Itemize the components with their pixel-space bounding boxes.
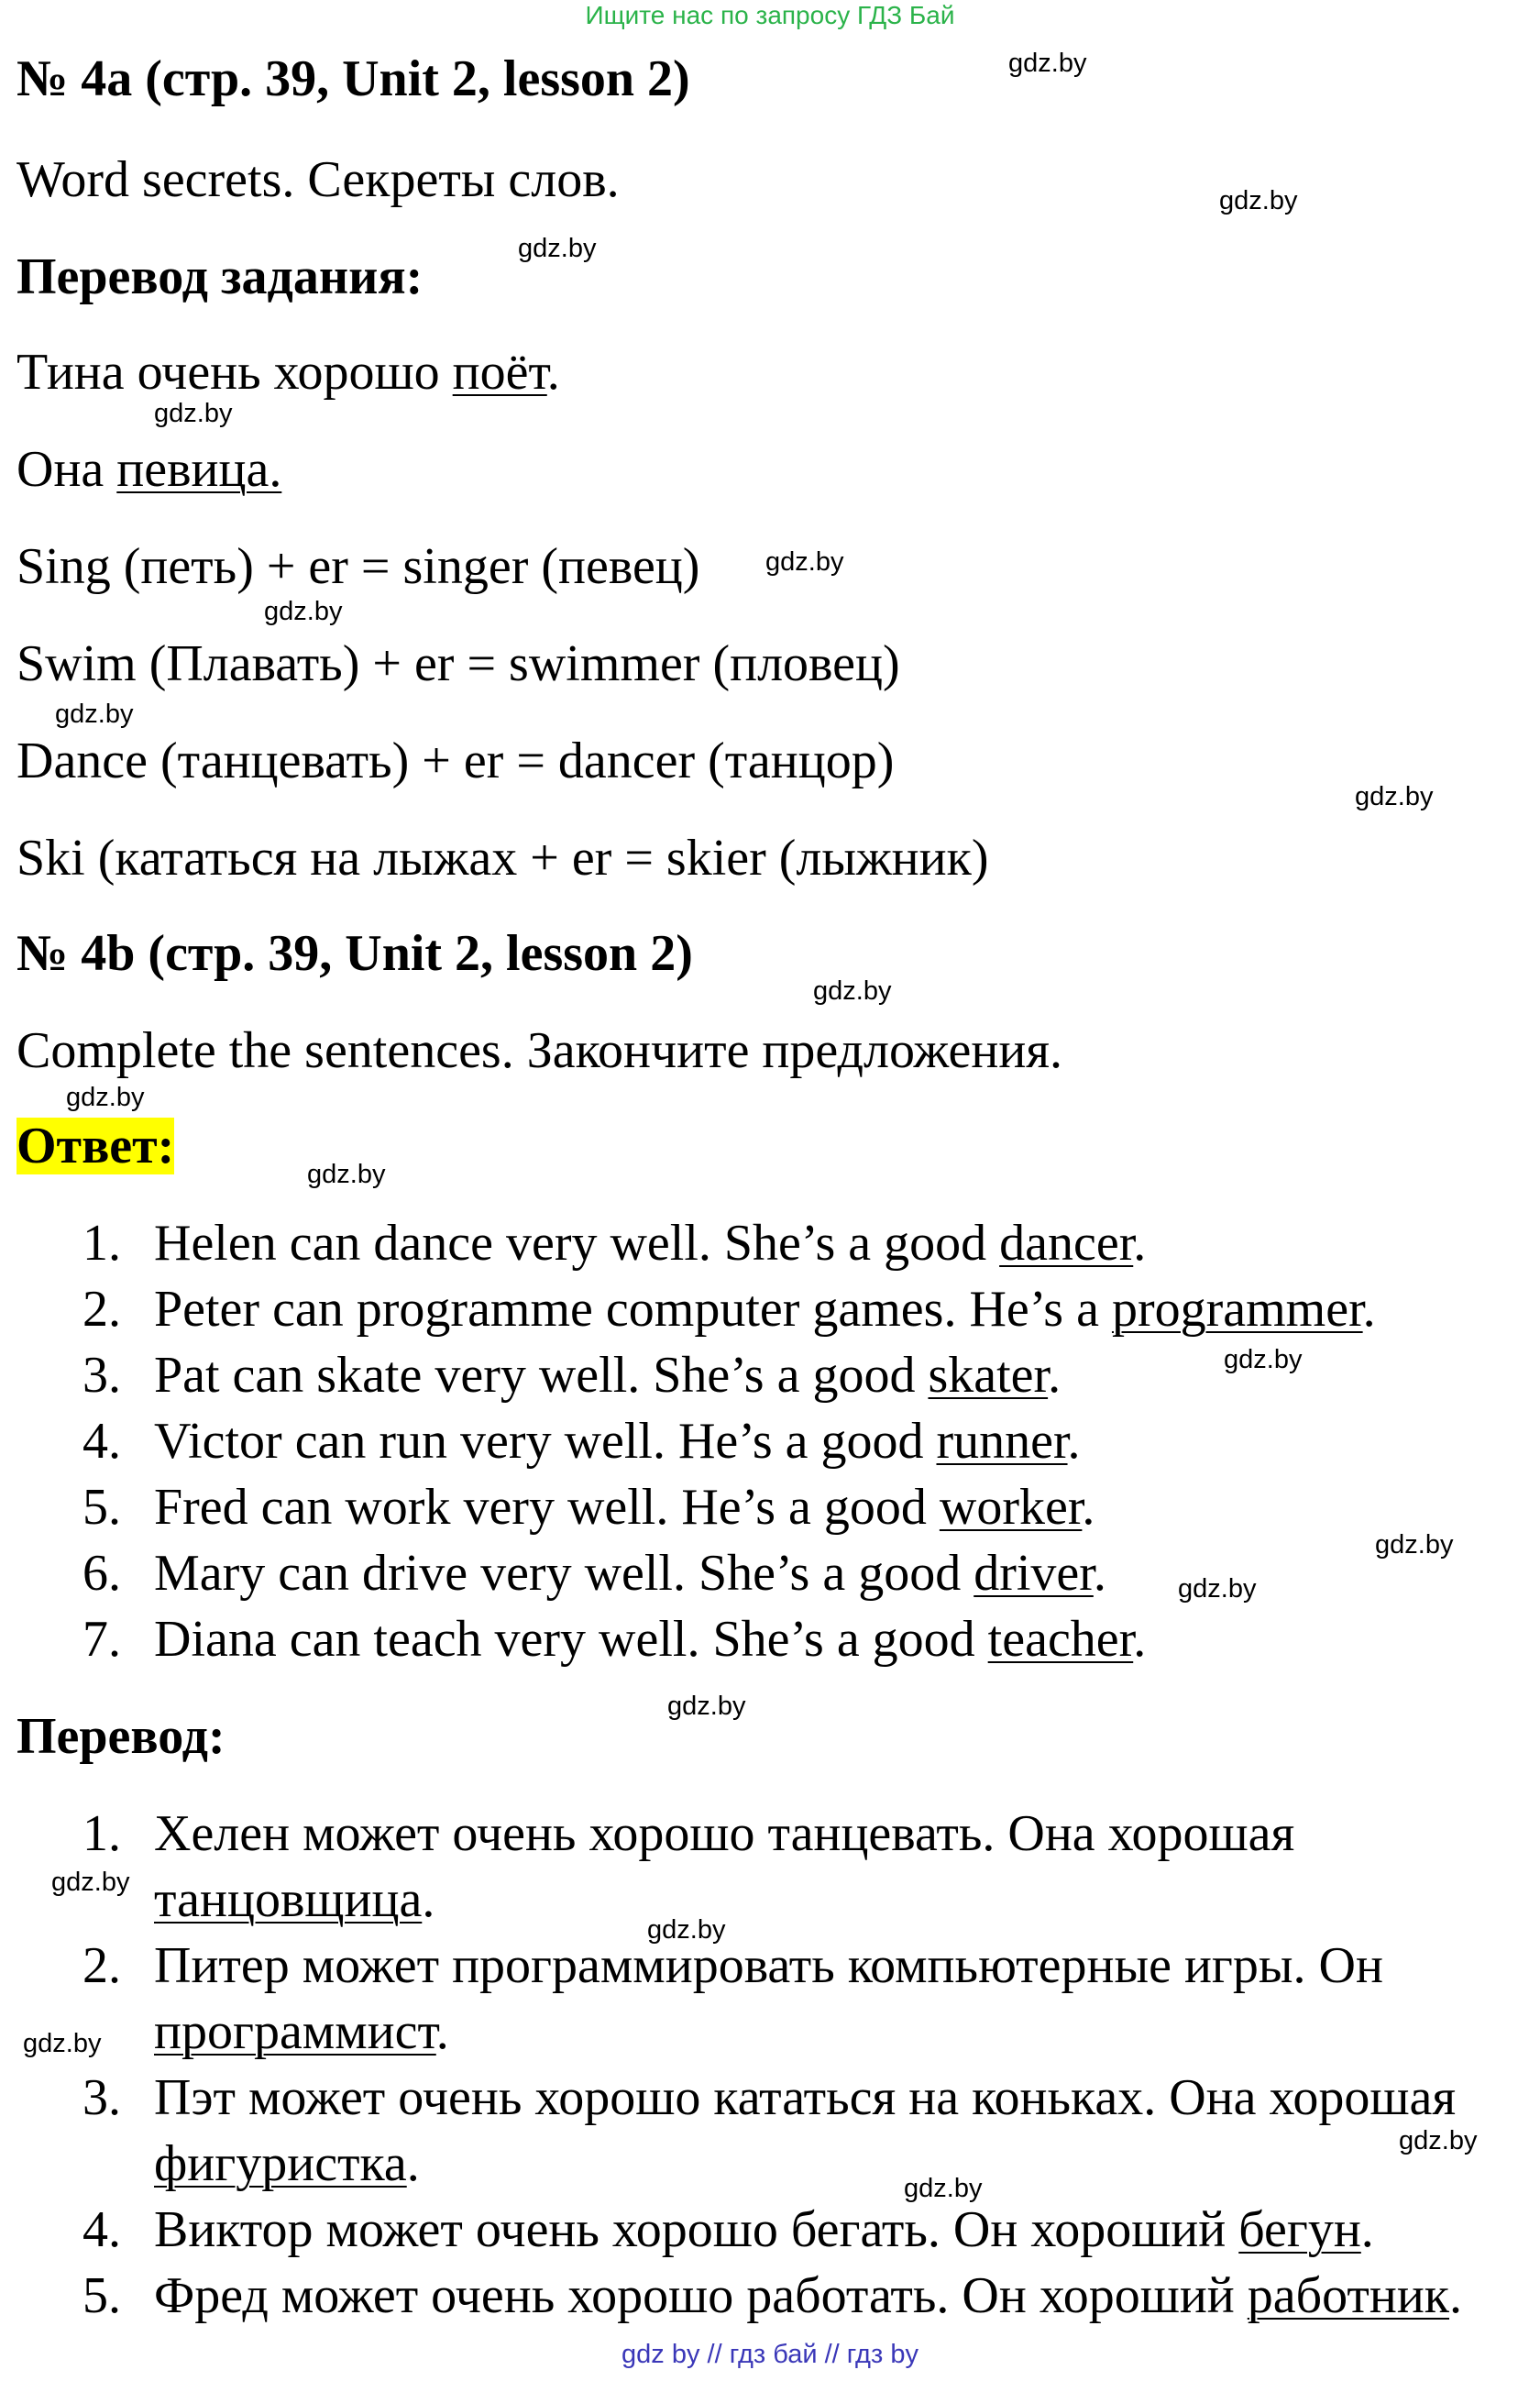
translation-line: Питер может программировать компьютерные игры. Он xyxy=(154,1937,1383,1994)
watermark: gdz.by xyxy=(66,1083,145,1112)
translation-line: Пэт может очень хорошо кататься на коньках. Она хорошая xyxy=(154,2069,1457,2126)
translation-end: . xyxy=(422,1871,435,1928)
example-line-2-text: Она xyxy=(16,441,117,498)
example-line-1-text: Тина очень хорошо xyxy=(16,344,453,401)
answer-text: Fred can work very well. He’s a good xyxy=(154,1479,940,1536)
watermark: gdz.by xyxy=(765,547,844,577)
heading-4b: № 4b (стр. 39, Unit 2, lesson 2) xyxy=(16,925,693,982)
answer-item xyxy=(154,1478,1094,1537)
answer-word: worker xyxy=(939,1479,1083,1536)
answer-item xyxy=(154,1544,1106,1603)
answer-item xyxy=(154,1280,1376,1339)
answer-text: Pat can skate very well. She’s a good xyxy=(154,1347,929,1404)
bottom-banner[interactable]: gdz by // гдз бай // гдз by xyxy=(622,2340,918,2369)
rule-swim: Swim (Плавать) + er = swimmer (пловец) xyxy=(16,635,900,692)
watermark: gdz.by xyxy=(813,976,892,1006)
rule-dance: Dance (танцевать) + er = dancer (танцор) xyxy=(16,733,895,789)
answer-word: runner xyxy=(936,1413,1068,1470)
answer-item xyxy=(154,1610,1146,1669)
answer-number: 2. xyxy=(82,1281,121,1338)
watermark: gdz.by xyxy=(51,1868,130,1897)
answer-word: driver xyxy=(974,1545,1094,1602)
translation-number: 4. xyxy=(82,2201,121,2258)
heading-4a: № 4a (стр. 39, Unit 2, lesson 2) xyxy=(16,50,690,107)
translation-word: бегун xyxy=(1238,2201,1361,2258)
translation-line xyxy=(154,2266,1462,2325)
translation-line xyxy=(154,2200,1374,2259)
watermark: gdz.by xyxy=(1375,1530,1454,1560)
translation-number: 1. xyxy=(82,1805,121,1862)
answer-text: Diana can teach very well. She’s a good xyxy=(154,1611,988,1668)
watermark: gdz.by xyxy=(1355,782,1434,811)
translation-word: танцовщица xyxy=(154,1871,423,1928)
answer-end: . xyxy=(1133,1611,1147,1668)
translation-end: . xyxy=(1449,2267,1462,2324)
answer-word: teacher xyxy=(987,1611,1134,1668)
answer-word: dancer xyxy=(999,1215,1134,1272)
example-line-1-underlined: поёт xyxy=(452,344,547,401)
answer-label-highlight: Ответ: xyxy=(16,1118,175,1174)
translation-line: Хелен может очень хорошо танцевать. Она хорошая xyxy=(154,1805,1295,1862)
answer-text: Helen can dance very well. She’s a good xyxy=(154,1215,1000,1272)
subtitle-4a: Word secrets. Секреты слов. xyxy=(16,151,620,208)
answer-text: Victor can run very well. He’s a good xyxy=(154,1413,937,1470)
translation-word: фигуристка xyxy=(154,2135,407,2192)
answer-word: programmer xyxy=(1111,1281,1363,1338)
answer-end: . xyxy=(1082,1479,1095,1536)
translation-line-2 xyxy=(154,2002,449,2061)
watermark: gdz.by xyxy=(1178,1574,1257,1604)
answer-text: Peter can programme computer games. He’s a xyxy=(154,1281,1112,1338)
answer-number: 7. xyxy=(82,1611,121,1668)
watermark: gdz.by xyxy=(154,399,233,428)
translation-end: . xyxy=(406,2135,420,2192)
example-line-1 xyxy=(16,343,560,402)
example-line-2-underlined: певица. xyxy=(116,441,282,498)
watermark: gdz.by xyxy=(1224,1345,1303,1374)
answer-number: 6. xyxy=(82,1545,121,1602)
watermark: gdz.by xyxy=(518,234,597,263)
watermark: gdz.by xyxy=(667,1692,746,1721)
translation-number: 2. xyxy=(82,1937,121,1994)
rule-sing: Sing (петь) + er = singer (певец) xyxy=(16,538,700,595)
translation-end: . xyxy=(435,2003,449,2060)
answer-item xyxy=(154,1214,1146,1273)
answer-word: skater xyxy=(928,1347,1049,1404)
watermark: gdz.by xyxy=(647,1915,726,1945)
answer-number: 1. xyxy=(82,1215,121,1272)
translation-heading-4b: Перевод: xyxy=(16,1708,226,1765)
answer-number: 4. xyxy=(82,1413,121,1470)
answer-number: 5. xyxy=(82,1479,121,1536)
answer-item xyxy=(154,1412,1081,1471)
rule-ski: Ski (кататься на лыжах + er = skier (лыжник) xyxy=(16,830,989,887)
example-line-1-end: . xyxy=(546,344,560,401)
translation-word: работник xyxy=(1247,2267,1449,2324)
watermark: gdz.by xyxy=(904,2174,983,2203)
answer-end: . xyxy=(1093,1545,1106,1602)
top-banner[interactable]: Ищите нас по запросу ГДЗ Бай xyxy=(585,1,955,29)
answer-end: . xyxy=(1133,1215,1147,1272)
watermark: gdz.by xyxy=(23,2029,102,2058)
watermark: gdz.by xyxy=(55,700,134,729)
answer-end: . xyxy=(1048,1347,1062,1404)
answer-end: . xyxy=(1067,1413,1081,1470)
translation-line-2 xyxy=(154,1870,434,1929)
watermark: gdz.by xyxy=(307,1160,386,1189)
translation-text: Фред может очень хорошо работать. Он хороший xyxy=(154,2267,1248,2324)
translation-number: 5. xyxy=(82,2267,121,2324)
translation-line-2 xyxy=(154,2134,420,2193)
watermark: gdz.by xyxy=(1399,2126,1478,2155)
answer-label xyxy=(16,1117,174,1175)
watermark: gdz.by xyxy=(1008,49,1087,78)
example-line-2 xyxy=(16,440,281,499)
translation-word: программист xyxy=(154,2003,436,2060)
answer-item xyxy=(154,1346,1061,1405)
watermark: gdz.by xyxy=(1219,186,1298,215)
translation-number: 3. xyxy=(82,2069,121,2126)
translation-end: . xyxy=(1360,2201,1374,2258)
answer-text: Mary can drive very well. She’s a good xyxy=(154,1545,974,1602)
answer-number: 3. xyxy=(82,1347,121,1404)
translation-text: Виктор может очень хорошо бегать. Он хороший xyxy=(154,2201,1239,2258)
watermark: gdz.by xyxy=(264,597,343,626)
answer-end: . xyxy=(1362,1281,1376,1338)
subtitle-4b: Complete the sentences. Закончите предложения. xyxy=(16,1022,1063,1079)
translation-heading-4a: Перевод задания: xyxy=(16,248,424,305)
